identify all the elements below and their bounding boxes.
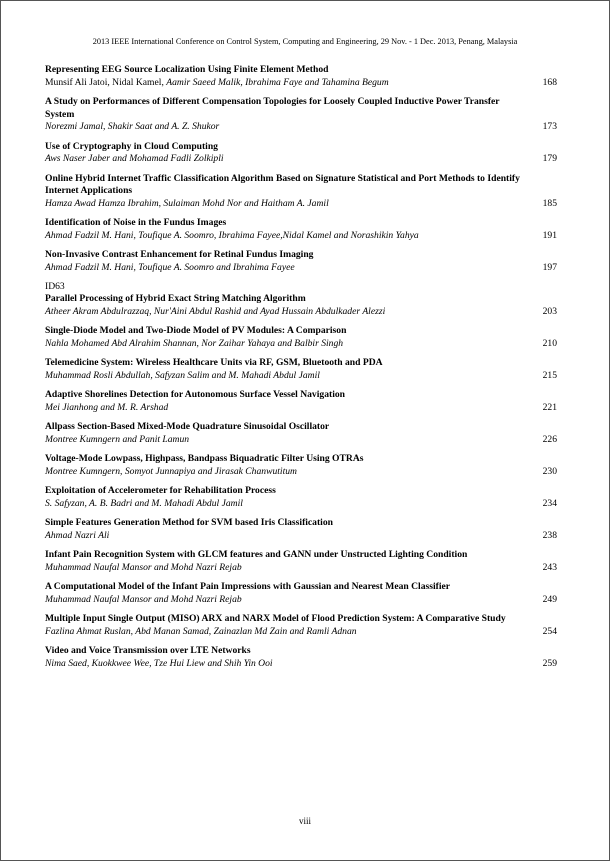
paper-title: Simple Features Generation Method for SVM based Iris Classification	[45, 517, 333, 528]
paper-authors-names: Ahmad Nazri Ali	[45, 529, 110, 541]
page-number: 215	[542, 369, 557, 381]
page-number: 210	[542, 337, 557, 349]
toc-entry	[45, 96, 567, 134]
paper-title: Non-Invasive Contrast Enhancement for Retinal Fundus Imaging	[45, 249, 314, 260]
paper-authors	[45, 262, 527, 275]
toc-entry	[45, 217, 567, 242]
toc-entry	[45, 173, 567, 211]
paper-authors	[45, 306, 527, 319]
paper-authors	[45, 562, 527, 575]
paper-id-label: ID63	[45, 281, 65, 292]
paper-authors-names: Montree Kumngern, Somyot Junnapiya and Jirasak Chanwutitum	[45, 465, 297, 477]
toc-entry	[45, 281, 567, 318]
paper-authors	[45, 230, 527, 243]
paper-title: Exploitation of Accelerometer for Rehabilitation Process	[45, 485, 276, 496]
toc-entry	[45, 581, 567, 606]
paper-title: Online Hybrid Internet Traffic Classification Algorithm Based on Signature Statistical and Port Methods to Identify Internet Applications	[45, 172, 520, 196]
paper-authors-names: Nima Saed, Kuokkwee Wee, Tze Hui Liew and Shih Yin Ooi	[45, 657, 273, 669]
paper-title: Identification of Noise in the Fundus Images	[45, 217, 227, 228]
paper-authors-lead: Munsif Ali Jatoi, Nidal Kamel,	[45, 76, 167, 88]
paper-authors-names: Mei Jianhong and M. R. Arshad	[45, 401, 169, 413]
page-number: 234	[542, 497, 557, 509]
page-number: 179	[542, 153, 557, 164]
page-number: 203	[542, 305, 557, 317]
paper-title: A Study on Performances of Different Compensation Topologies for Loosely Coupled Inductive Power Transfer System	[45, 96, 500, 120]
paper-authors	[45, 370, 527, 383]
paper-title: Video and Voice Transmission over LTE Networks	[45, 645, 251, 656]
paper-authors	[45, 338, 527, 351]
paper-authors	[45, 530, 527, 543]
toc-entry	[45, 249, 567, 274]
paper-title: Parallel Processing of Hybrid Exact String Matching Algorithm	[45, 293, 306, 304]
paper-title: Multiple Input Single Output (MISO) ARX and NARX Model of Flood Prediction System: A Comparative Study	[45, 613, 506, 624]
paper-authors	[45, 594, 527, 607]
paper-title: Adaptive Shorelines Detection for Autonomous Surface Vessel Navigation	[45, 389, 345, 400]
paper-authors-names: Nahla Mohamed Abd Alrahim Shannan, Nor Zaihar Yahaya and Balbir Singh	[45, 337, 344, 349]
page-number: 191	[542, 229, 557, 241]
paper-title: Allpass Section-Based Mixed-Mode Quadrature Sinusoidal Oscillator	[45, 421, 330, 432]
toc-entry	[45, 453, 567, 478]
paper-title: Use of Cryptography in Cloud Computing	[45, 140, 218, 152]
paper-authors	[45, 153, 527, 166]
toc-entry	[45, 357, 567, 382]
toc-entry	[45, 517, 567, 542]
paper-authors-names: Aws Naser Jaber and Mohamad Fadli Zolkipli	[45, 153, 224, 164]
paper-authors-names: Ahmad Fadzil M. Hani, Toufique A. Soomro and Ibrahima Fayee	[45, 261, 295, 273]
paper-authors	[45, 434, 527, 447]
page-number: 249	[542, 593, 557, 605]
paper-authors	[45, 198, 527, 211]
page-number: 254	[542, 625, 557, 637]
page-number: 221	[542, 401, 557, 413]
toc-entry	[45, 325, 567, 350]
paper-title: Infant Pain Recognition System with GLCM features and GANN under Unstructed Lighting Condition	[45, 549, 468, 560]
paper-authors-names: Atheer Akram Abdulrazzaq, Nur'Aini Abdul Rashid and Ayad Hussain Abdulkader Alezzi	[45, 305, 386, 317]
paper-authors	[45, 121, 527, 134]
paper-authors-names: Montree Kumngern and Panit Lamun	[45, 433, 190, 445]
paper-authors-names: Muhammad Naufal Mansor and Mohd Nazri Rejab	[45, 593, 242, 605]
toc-entry	[45, 645, 567, 670]
table-of-contents	[45, 64, 567, 677]
page-number: 238	[542, 529, 557, 541]
running-header: 2013 IEEE International Conference on Control System, Computing and Engineering, 29 Nov. - 1 Dec. 2013, Penang, Malaysia	[92, 37, 518, 46]
page-number: 185	[542, 197, 557, 209]
paper-authors	[45, 626, 527, 639]
paper-authors-names: Fazlina Ahmat Ruslan, Abd Manan Samad, Zainazlan Md Zain and Ramli Adnan	[45, 625, 357, 637]
page-number: 226	[542, 433, 557, 445]
paper-title: A Computational Model of the Infant Pain Impressions with Gaussian and Nearest Mean Classifier	[45, 581, 451, 592]
toc-entry	[45, 485, 567, 510]
page-number: 230	[542, 465, 557, 477]
paper-title: Single-Diode Model and Two-Diode Model of PV Modules: A Comparison	[45, 325, 347, 336]
paper-authors-names: Hamza Awad Hamza Ibrahim, Sulaiman Mohd Nor and Haitham A. Jamil	[45, 197, 329, 209]
toc-entry	[45, 613, 567, 638]
paper-authors	[45, 466, 527, 479]
toc-entry	[45, 549, 567, 574]
paper-authors-names: Muhammad Rosli Abdullah, Safyzan Salim and M. Mahadi Abdul Jamil	[45, 369, 320, 381]
paper-authors-names: Muhammad Naufal Mansor and Mohd Nazri Rejab	[45, 561, 242, 573]
page-number: 173	[542, 121, 557, 132]
paper-title: Representing EEG Source Localization Using Finite Element Method	[45, 64, 329, 75]
paper-authors-names: Norezmi Jamal, Shakir Saat and A. Z. Shukor	[45, 121, 220, 132]
page-number: 243	[542, 561, 557, 573]
toc-entry	[45, 141, 567, 166]
paper-authors	[45, 77, 527, 90]
page-number: 197	[542, 261, 557, 273]
paper-authors-names: Ahmad Fadzil M. Hani, Toufique A. Soomro, Ibrahima Fayee,Nidal Kamel and Norashikin Yahya	[45, 229, 419, 241]
toc-entry	[45, 64, 567, 89]
paper-authors	[45, 498, 527, 511]
page-number-footer: viii	[298, 816, 311, 826]
page-number: 168	[542, 76, 557, 88]
paper-authors-names: S. Safyzan, A. B. Badri and M. Mahadi Abdul Jamil	[45, 497, 243, 509]
paper-title: Telemedicine System: Wireless Healthcare Units via RF, GSM, Bluetooth and PDA	[45, 357, 383, 368]
paper-title: Voltage-Mode Lowpass, Highpass, Bandpass Biquadratic Filter Using OTRAs	[45, 453, 364, 464]
paper-authors	[45, 658, 527, 671]
paper-authors	[45, 402, 527, 415]
toc-entry	[45, 421, 567, 446]
page-number: 259	[542, 657, 557, 669]
toc-entry	[45, 389, 567, 414]
paper-authors-names: Aamir Saeed Malik, Ibrahima Faye and Tahamina Begum	[166, 76, 389, 88]
